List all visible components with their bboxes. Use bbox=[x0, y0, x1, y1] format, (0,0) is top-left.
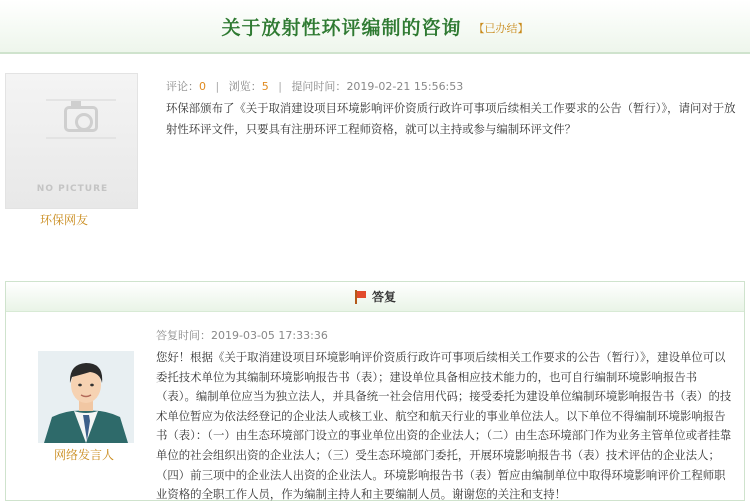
question-meta: 评论：0 | 浏览：5 | 提问时间：2019-02-21 15:56:53 bbox=[166, 80, 464, 93]
answer-body: 您好！根据《关于取消建设项目环境影响评价资质行政许可事项后续相关工作要求的公告（暂行）》，建设单位可以委托技术单位为其编制环境影响报告书（表）；建设单位具备相应技术能力的，也可自行编制环境影响报告书（表）。编制单位应当为独立法人，并具备统一社会信用代码；接受委托为建设单位编制环境影响报告书（表）的技术单位暂应为依法经登记的企业法人或核工业、航空和航天行业的事业单位法人。以下单位不得编制环境影响报告书（表）：（一）由生态环境部门设立的事业单位出资的企业法人；（二）由生态环境部门作为业务主管单位或者挂靠单位的社会组织出资的企业法人；（三）受生态环境部门委托，开展环境影响报告书（表）技术评估的企业法人；（四）前三项中的企业法人出资的企业法人。环境影响报告书（表）暂应由编制单位中取得环境影响评价工程师职业资格的全职工作人员，作为编制主持人和主要编制人员。谢谢您的关注和支持！ bbox=[156, 350, 732, 502]
ask-time-label: 提问时间： bbox=[291, 80, 347, 93]
status-badge: 【已办结】 bbox=[473, 22, 529, 35]
answer-header-label: 答复 bbox=[371, 290, 396, 304]
spokesperson-name[interactable]: 网络发言人 bbox=[54, 448, 115, 462]
view-label: 浏览： bbox=[228, 80, 262, 93]
answer-time-label: 答复时间： bbox=[156, 329, 211, 342]
comment-label: 评论： bbox=[166, 80, 199, 93]
camera-icon bbox=[64, 106, 98, 132]
no-picture-label: NO PICTURE bbox=[36, 184, 109, 194]
answer-header bbox=[6, 282, 744, 312]
person-avatar-icon bbox=[38, 351, 134, 443]
comment-count: 0 bbox=[199, 80, 206, 93]
question-body: 环保部颁布了《关于取消建设项目环境影响评价资质行政许可事项后续相关工作要求的公告（暂行）》，请问对于放射性环评文件，只要具有注册环评工程师资格，就可以主持或参与编制环评文件？ bbox=[166, 101, 736, 136]
spokesperson-avatar bbox=[38, 351, 134, 443]
answer-time-value: 2019-03-05 17:33:36 bbox=[211, 329, 328, 342]
flag-icon bbox=[354, 290, 366, 304]
asker-avatar-placeholder bbox=[5, 73, 138, 209]
answer-meta bbox=[156, 327, 328, 343]
view-count: 5 bbox=[261, 80, 269, 93]
answer-panel bbox=[5, 281, 745, 501]
asker-name[interactable]: 环保网友 bbox=[40, 213, 89, 227]
title-bar bbox=[0, 0, 750, 54]
page-title: 关于放射性环评编制的咨询 bbox=[221, 16, 462, 39]
ask-time-value: 2019-02-21 15:56:53 bbox=[346, 80, 464, 93]
